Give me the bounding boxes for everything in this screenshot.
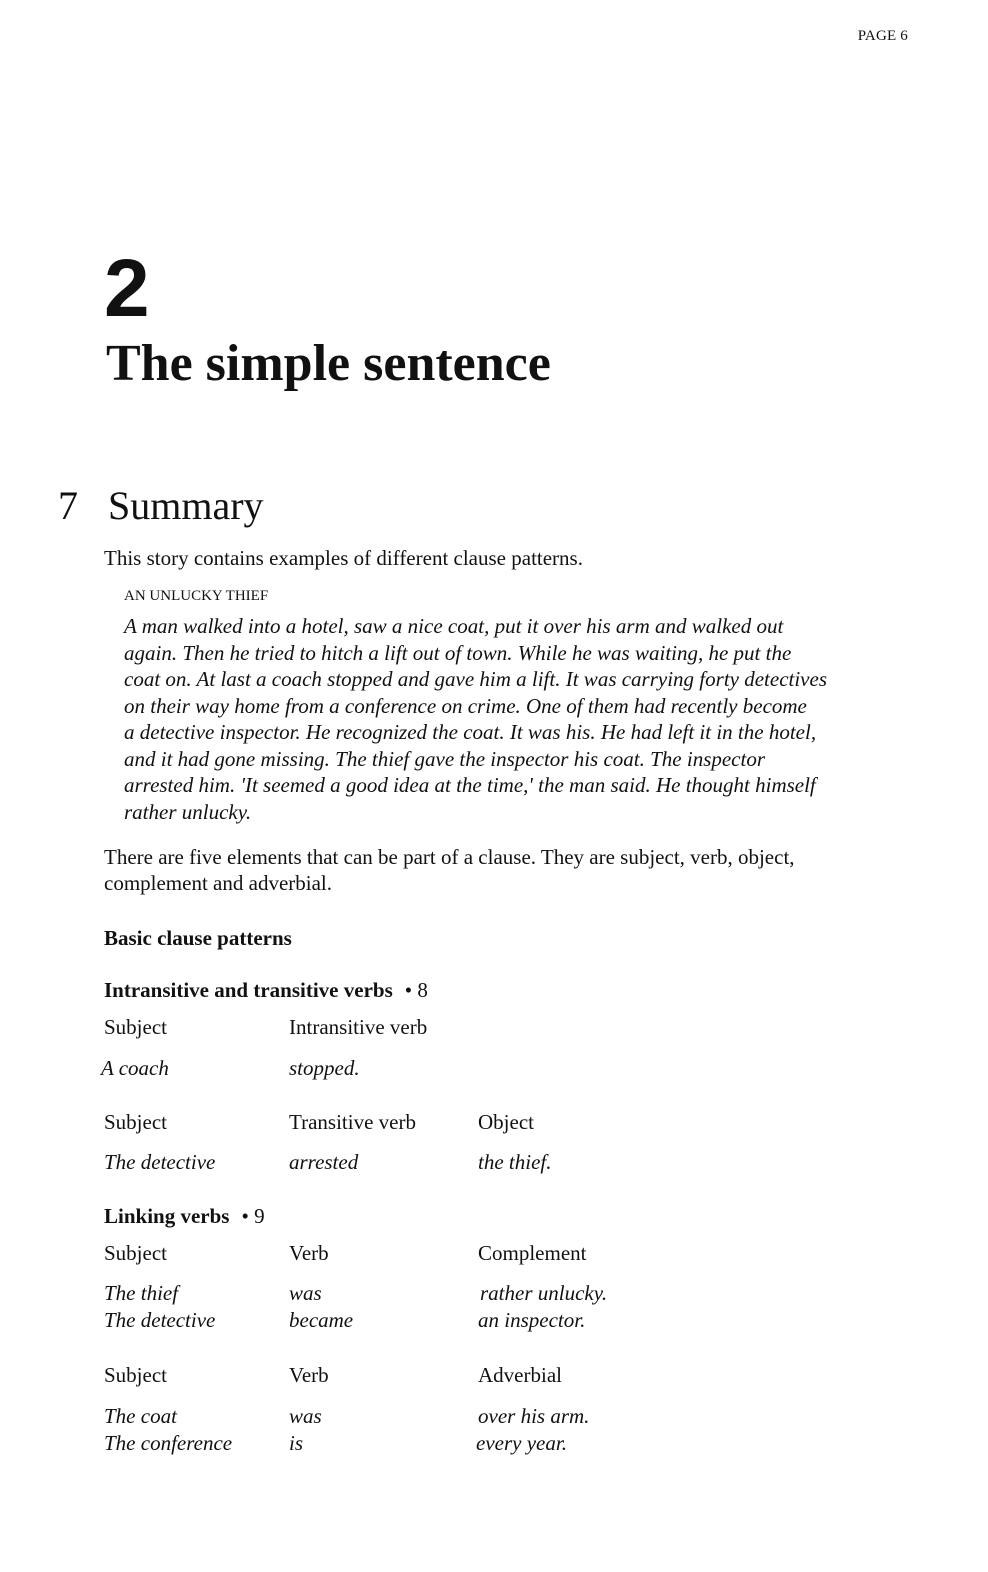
table-cell: rather unlucky. (480, 1281, 608, 1305)
table-header-subject: Subject (104, 1110, 167, 1134)
table-cell: was (289, 1404, 322, 1428)
heading-text: Linking verbs (104, 1204, 230, 1228)
table-cell: stopped. (289, 1056, 360, 1080)
table-cell: became (289, 1308, 354, 1332)
story-line: A man walked into a hotel, saw a nice coat, put it over his arm and walked out (124, 614, 784, 638)
story-text (124, 613, 924, 825)
story-line: rather unlucky. (124, 799, 252, 824)
elements-text (104, 844, 795, 896)
story-line: coat on. At last a coach stopped and gave him a lift. It was carrying forty detectives (124, 667, 827, 691)
table-header-adverbial: Adverbial (478, 1363, 562, 1387)
table-header-verb: Intransitive verb (289, 1015, 428, 1039)
story-line: arrested him. 'It seemed a good idea at the time,' the man said. He thought himself (124, 773, 816, 797)
table-header-object: Object (478, 1110, 534, 1134)
cross-reference: • 8 (404, 978, 428, 1002)
table-cell: the thief. (478, 1150, 552, 1174)
table-cell: A coach (101, 1056, 169, 1080)
table-cell: an inspector. (478, 1308, 586, 1332)
table-cell: The coat (104, 1404, 177, 1428)
table-header-verb: Transitive verb (289, 1110, 416, 1134)
section-number: 7 (58, 483, 78, 528)
table-cell: over his arm. (478, 1404, 590, 1428)
intransitive-transitive-heading (104, 978, 428, 1003)
table-cell: The conference (104, 1431, 233, 1455)
story-line: on their way home from a conference on crime. One of them had recently become (124, 693, 807, 718)
chapter-title: The simple sentence (106, 335, 551, 392)
story-line: again. Then he tried to hitch a lift out of town. While he was waiting, he put the (124, 640, 792, 665)
table-header-subject: Subject (104, 1363, 167, 1387)
table-cell: was (289, 1281, 322, 1305)
intro-text: This story contains examples of different clause patterns. (104, 546, 583, 570)
page-number: PAGE 6 (857, 28, 908, 44)
basic-patterns-heading: Basic clause patterns (104, 926, 292, 950)
table-cell: The detective (104, 1308, 216, 1332)
table-cell: is (289, 1431, 304, 1455)
table-cell: arrested (289, 1150, 359, 1174)
table-header-verb: Verb (289, 1363, 329, 1387)
story-line: a detective inspector. He recognized the coat. It was his. He had left it in the hotel, (124, 720, 817, 744)
story-title: AN UNLUCKY THIEF (124, 588, 269, 604)
table-header-subject: Subject (104, 1241, 167, 1265)
story-line: and it had gone missing. The thief gave the inspector his coat. The inspector (124, 746, 766, 771)
section-title: Summary (108, 483, 264, 528)
linking-verbs-heading (104, 1204, 265, 1229)
table-header-subject: Subject (104, 1015, 167, 1039)
table-header-complement: Complement (478, 1241, 587, 1265)
table-cell: The detective (104, 1150, 216, 1174)
elements-line: complement and adverbial. (104, 871, 332, 895)
table-cell: The thief (104, 1281, 179, 1305)
elements-line: There are five elements that can be part of a clause. They are subject, verb, object, (104, 845, 795, 869)
cross-reference: • 9 (241, 1204, 265, 1228)
table-header-verb: Verb (289, 1241, 329, 1265)
heading-text: Intransitive and transitive verbs (104, 978, 393, 1002)
chapter-number: 2 (104, 243, 150, 334)
table-cell: every year. (476, 1431, 567, 1455)
